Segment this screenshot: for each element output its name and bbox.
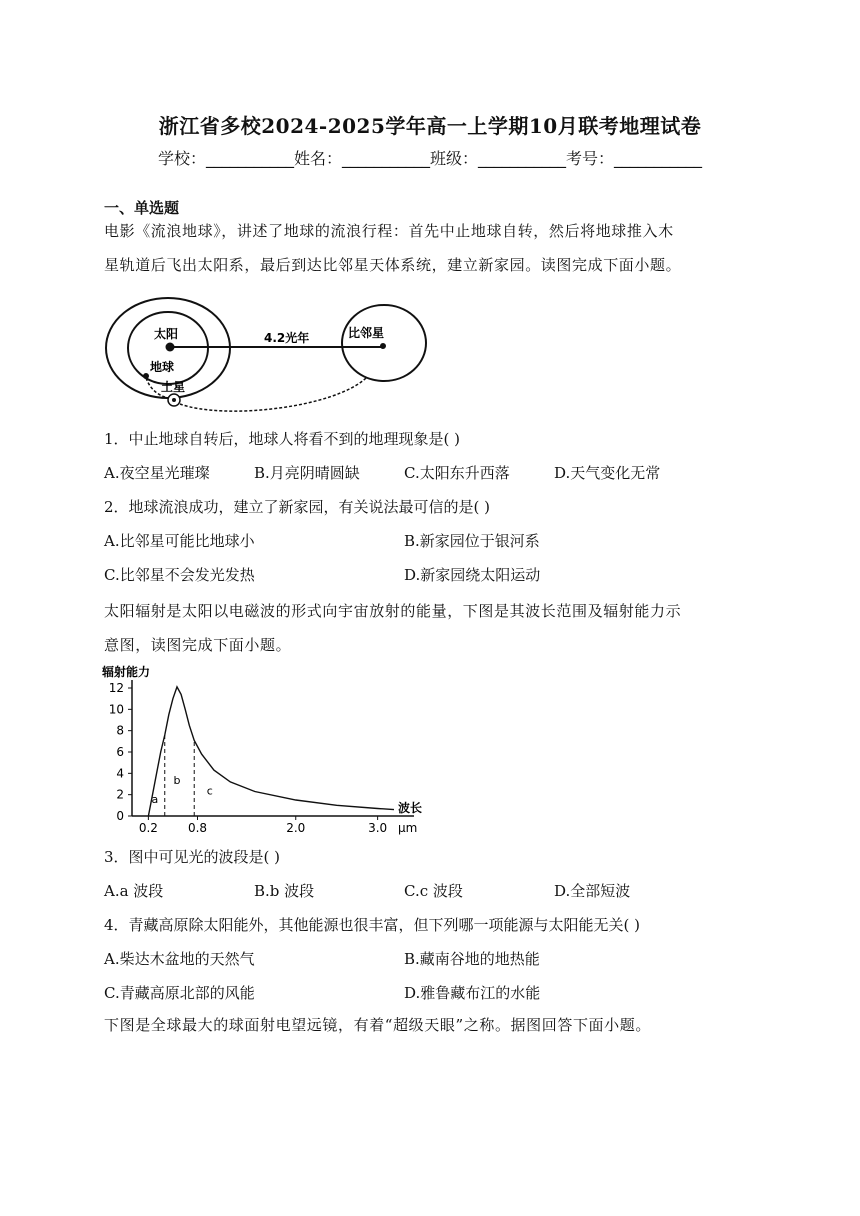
q1-option-b[interactable]: B.月亮阴晴圆缺 — [254, 464, 360, 482]
x-axis-unit: μm — [398, 821, 418, 835]
band-label-a: a — [151, 793, 159, 807]
band-label-b: b — [173, 774, 181, 787]
intro-2-line-2: 意图，读图完成下面小题。 — [104, 636, 292, 654]
x-tick-label: 3.0 — [368, 821, 388, 835]
y-tick-label: 8 — [116, 723, 124, 738]
q3-option-b[interactable]: B.b 波段 — [254, 882, 315, 900]
exam-title: 浙江省多校2024-2025学年高一上学期10月联考地理试卷 — [158, 114, 702, 138]
y-axis-label: 辐射能力 — [102, 665, 151, 679]
intro-3-line-1: 下图是全球最大的球面射电望远镜，有着“超级天眼”之称。据图回答下面小题。 — [104, 1016, 651, 1034]
q3-option-c[interactable]: C.c 波段 — [404, 882, 463, 900]
student-info-line: 学校：___________姓名：___________班级：___________考号：___________ — [157, 149, 702, 168]
proxima-dot — [380, 343, 386, 349]
x-tick-label: 0.2 — [138, 821, 158, 835]
y-tick-label: 6 — [116, 745, 124, 759]
x-tick-label: 2.0 — [286, 821, 306, 835]
question-1-stem: 1．中止地球自转后，地球人将看不到的地理现象是( ) — [104, 430, 461, 448]
q1-option-a[interactable]: A.夜空星光璀璨 — [104, 464, 210, 482]
q1-option-c[interactable]: C.太阳东升西落 — [404, 464, 510, 482]
intro-1-line-1: 电影《流浪地球》，讲述了地球的流浪行程：首先中止地球自转，然后将地球推入木 — [104, 222, 674, 240]
q2-option-c[interactable]: C.比邻星不会发光发热 — [104, 566, 255, 584]
proxima-label: 比邻星 — [348, 326, 385, 340]
q3-option-a[interactable]: A.a 波段 — [104, 882, 164, 900]
q4-option-a[interactable]: A.柴达木盆地的天然气 — [104, 950, 255, 968]
solar-radiation-chart — [100, 660, 430, 840]
q3-option-d[interactable]: D.全部短波 — [554, 882, 631, 900]
q4-option-d[interactable]: D.雅鲁藏布江的水能 — [404, 984, 541, 1002]
wandering-earth-diagram — [104, 296, 434, 420]
q2-option-d[interactable]: D.新家园绕太阳运动 — [404, 566, 541, 584]
question-4-stem: 4．青藏高原除太阳能外，其他能源也很丰富，但下列哪一项能源与太阳能无关( ) — [104, 916, 641, 934]
x-tick-label: 0.8 — [187, 821, 208, 835]
intro-2-line-1: 太阳辐射是太阳以电磁波的形式向宇宙放射的能量，下图是其波长范围及辐射能力示 — [104, 602, 682, 620]
section-heading: 一、单选题 — [104, 199, 180, 217]
radiation-curve — [148, 687, 394, 816]
y-tick-label: 2 — [116, 787, 124, 802]
q4-option-b[interactable]: B.藏南谷地的地热能 — [404, 950, 540, 968]
x-axis-label: 波长 — [398, 801, 423, 815]
sun-dot — [166, 343, 175, 352]
intro-passage-1 — [104, 214, 764, 282]
saturn-label: 土星 — [161, 380, 186, 394]
intro-passage-3 — [104, 1008, 764, 1042]
sun-label: 太阳 — [154, 327, 179, 341]
q2-option-b[interactable]: B.新家园位于银河系 — [404, 532, 540, 550]
y-tick-label: 0 — [116, 809, 124, 823]
earth-label: 地球 — [150, 360, 175, 374]
y-tick-label: 10 — [108, 702, 124, 717]
intro-1-line-2: 星轨道后飞出太阳系，最后到达比邻星天体系统，建立新家园。读图完成下面小题。 — [104, 256, 682, 274]
distance-label: 4.2光年 — [264, 331, 310, 345]
y-tick-label: 12 — [108, 681, 124, 695]
q1-option-d[interactable]: D.天气变化无常 — [554, 464, 661, 482]
intro-passage-2 — [104, 594, 764, 662]
q2-option-a[interactable]: A.比邻星可能比地球小 — [104, 532, 255, 550]
question-2-stem: 2．地球流浪成功，建立了新家园，有关说法最可信的是( ) — [104, 498, 491, 516]
band-label-c: c — [206, 784, 213, 798]
y-tick-label: 4 — [116, 766, 124, 781]
q4-option-c[interactable]: C.青藏高原北部的风能 — [104, 984, 255, 1002]
question-3-stem: 3．图中可见光的波段是( ) — [104, 848, 281, 866]
